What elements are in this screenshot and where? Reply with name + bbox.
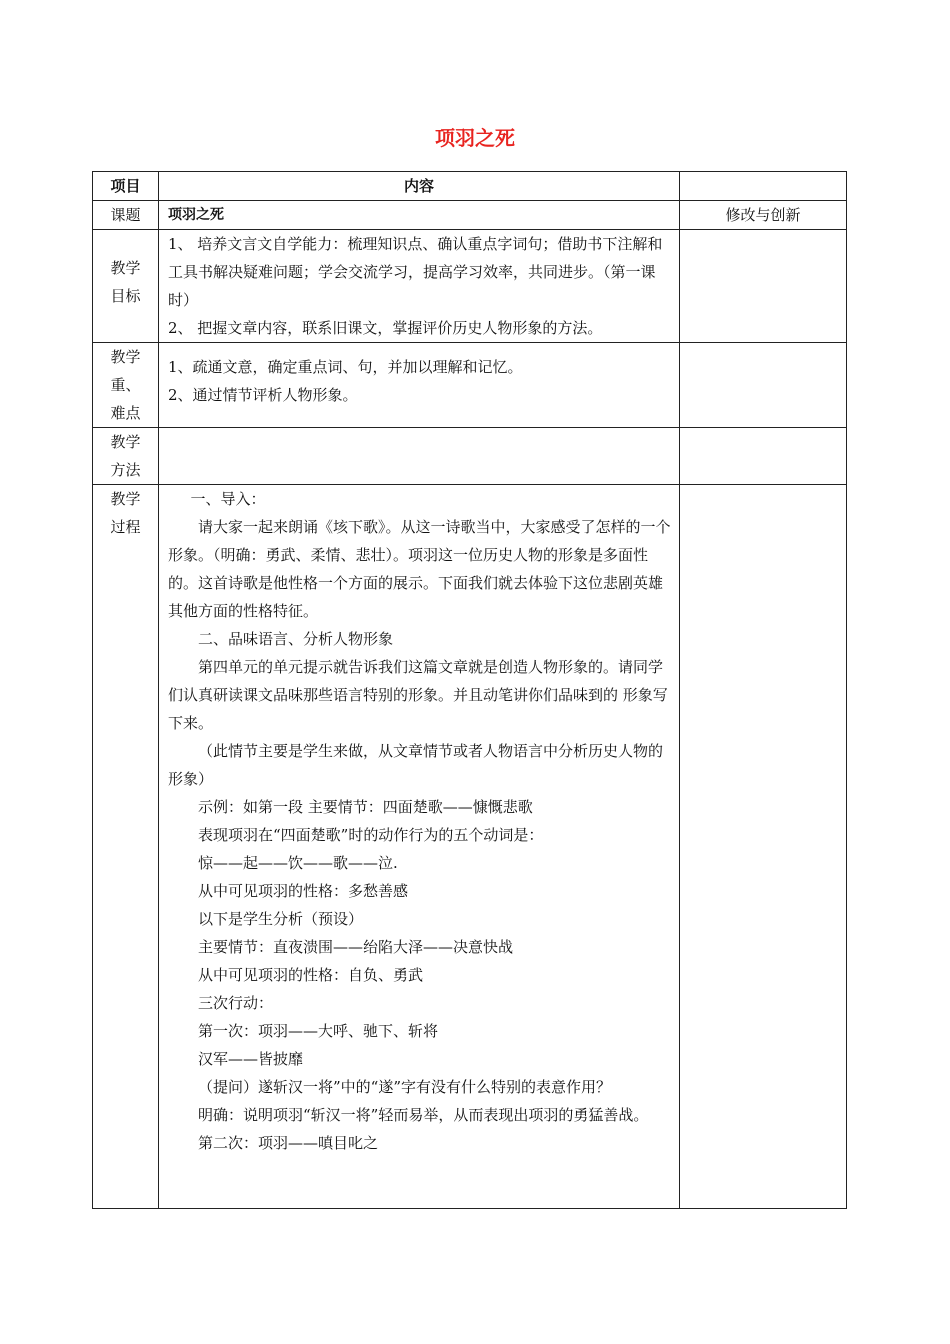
process-paragraph: 第四单元的单元提示就告诉我们这篇文章就是创造人物形象的。请同学们认真研读课文品味那些语言特别的形象。并且动笔讲你们品味到的 形象写下来。 bbox=[168, 658, 668, 732]
lesson-plan-table bbox=[92, 171, 847, 1209]
goals-row bbox=[93, 230, 847, 343]
process-paragraph: 以下是学生分析（预设） bbox=[198, 910, 364, 928]
process-label: 教学 过程 bbox=[93, 485, 159, 1209]
keypoints-notes bbox=[680, 343, 847, 428]
header-item: 项目 bbox=[93, 172, 159, 201]
process-paragraph: 表现项羽在“四面楚歌”时的动作行为的五个动词是： bbox=[198, 826, 544, 844]
page-title: 项羽之死 bbox=[435, 126, 515, 150]
process-paragraph: 二、品味语言、分析人物形象 bbox=[198, 630, 394, 648]
process-content bbox=[159, 485, 680, 1209]
process-paragraph: 从中可见项羽的性格：自负、勇武 bbox=[198, 966, 424, 984]
keypoints-label: 教学 重、 难点 bbox=[93, 343, 159, 428]
process-paragraph: 明确：说明项羽“斩汉一将”轻而易举，从而表现出项羽的勇猛善战。 bbox=[198, 1106, 649, 1124]
goal-item: 2、 把握文章内容，联系旧课文，掌握评价历史人物形象的方法。 bbox=[168, 319, 603, 337]
keypoint-item: 2、通过情节评析人物形象。 bbox=[168, 386, 358, 404]
course-label: 课题 bbox=[93, 201, 159, 230]
process-paragraph: 三次行动： bbox=[198, 994, 274, 1012]
keypoint-item: 1、疏通文意，确定重点词、句，并加以理解和记忆。 bbox=[168, 358, 523, 376]
table-header-row bbox=[93, 172, 847, 201]
notes-column-label: 修改与创新 bbox=[680, 201, 847, 230]
goals-label: 教学 目标 bbox=[93, 230, 159, 343]
process-paragraph: 惊——起——饮——歌——泣. bbox=[198, 854, 398, 872]
process-paragraph: 汉军——皆披靡 bbox=[198, 1050, 304, 1068]
process-paragraph: 请大家一起来朗诵《垓下歌》。从这一诗歌当中，大家感受了怎样的一个形象。（明确：勇武、柔情、悲壮）。项羽这一位历史人物的形象是多面性的。这首诗歌是他性格一个方面的展示。下面我们就去体验下这位悲剧英雄其他方面的性格特征。 bbox=[168, 518, 671, 620]
method-notes bbox=[680, 428, 847, 485]
process-paragraph: 第二次：项羽——嗔目叱之 bbox=[198, 1134, 379, 1152]
keypoints-content bbox=[159, 343, 680, 428]
header-notes bbox=[680, 172, 847, 201]
process-paragraph: （此情节主要是学生来做，从文章情节或者人物语言中分析历史人物的形象） bbox=[168, 742, 664, 788]
process-row bbox=[93, 485, 847, 1209]
method-label: 教学 方法 bbox=[93, 428, 159, 485]
goal-item: 1、 培养文言文自学能力：梳理知识点、确认重点字词句；借助书下注解和工具书解决疑难问题；学会交流学习，提高学习效率，共同进步。（第一课时） bbox=[168, 235, 663, 309]
process-paragraph: 一、导入： bbox=[190, 490, 266, 508]
keypoints-row bbox=[93, 343, 847, 428]
process-paragraph: （提问）遂斩汉一将”中的“遂”字有没有什么特别的表意作用？ bbox=[198, 1078, 612, 1096]
process-paragraph: 示例：如第一段 主要情节：四面楚歌——慷慨悲歌 bbox=[198, 798, 533, 816]
goals-content bbox=[159, 230, 680, 343]
course-row bbox=[93, 201, 847, 230]
course-title: 项羽之死 bbox=[159, 201, 680, 230]
method-row bbox=[93, 428, 847, 485]
process-paragraph: 主要情节：直夜溃围——绐陷大泽——决意快战 bbox=[198, 938, 514, 956]
goals-notes bbox=[680, 230, 847, 343]
process-notes bbox=[680, 485, 847, 1209]
process-paragraph: 从中可见项羽的性格：多愁善感 bbox=[198, 882, 409, 900]
header-content: 内容 bbox=[159, 172, 680, 201]
process-paragraph: 第一次：项羽——大呼、驰下、斩将 bbox=[198, 1022, 439, 1040]
method-content bbox=[159, 428, 680, 485]
